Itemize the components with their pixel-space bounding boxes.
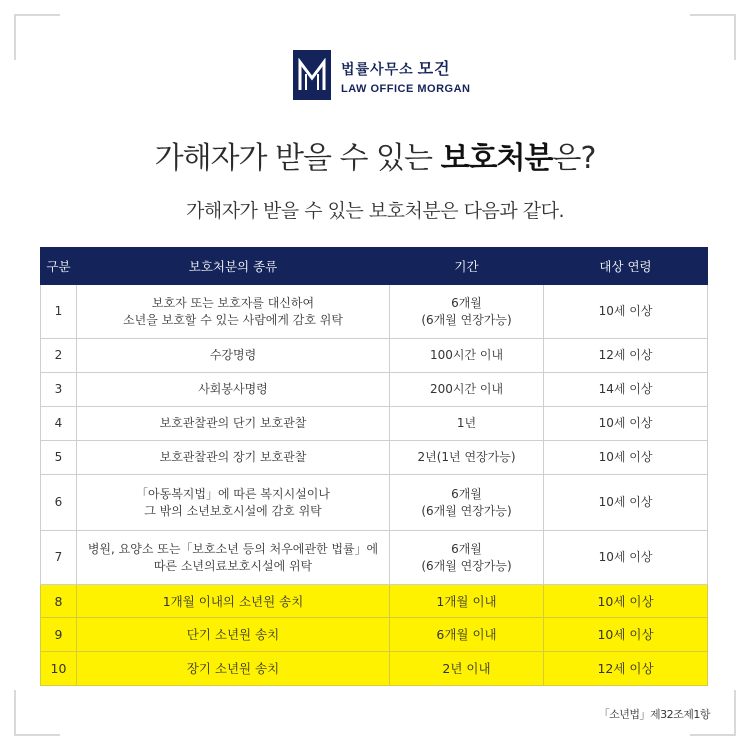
frame-corner-top-left — [14, 14, 60, 60]
row-number: 3 — [41, 373, 77, 407]
law-office-logo — [293, 50, 471, 100]
row-number: 7 — [41, 531, 77, 585]
row-period: 6개월 (6개월 연장가능) — [390, 285, 544, 339]
row-period: 2년(1년 연장가능) — [390, 441, 544, 475]
table-row-highlighted — [41, 652, 708, 686]
row-number: 6 — [41, 475, 77, 531]
row-period: 1년 — [390, 407, 544, 441]
legal-reference-footnote: 「소년법」제32조제1항 — [598, 708, 710, 721]
row-age: 12세 이상 — [544, 339, 708, 373]
row-age: 10세 이상 — [544, 407, 708, 441]
table-row — [41, 475, 708, 531]
row-type: 병원, 요양소 또는「보호소년 등의 처우에관한 법률」에 따른 소년의료보호시설에 위탁 — [77, 531, 390, 585]
row-age: 10세 이상 — [544, 285, 708, 339]
row-number: 1 — [41, 285, 77, 339]
table-row — [41, 441, 708, 475]
row-number: 10 — [41, 652, 77, 686]
row-period: 6개월 (6개월 연장가능) — [390, 475, 544, 531]
table-header-row — [41, 248, 708, 285]
row-type: 단기 소년원 송치 — [77, 618, 390, 652]
protective-disposition-table — [40, 247, 708, 686]
row-type: 보호관찰관의 장기 보호관찰 — [77, 441, 390, 475]
row-type: 사회봉사명령 — [77, 373, 390, 407]
header-category: 구분 — [41, 248, 77, 285]
logo-m-icon — [293, 50, 331, 100]
row-number: 8 — [41, 585, 77, 618]
table-row — [41, 531, 708, 585]
table-row — [41, 339, 708, 373]
row-age: 10세 이상 — [544, 441, 708, 475]
row-period: 2년 이내 — [390, 652, 544, 686]
row-age: 12세 이상 — [544, 652, 708, 686]
table-row — [41, 373, 708, 407]
frame-corner-top-right — [690, 14, 736, 60]
table-row — [41, 285, 708, 339]
frame-corner-bottom-left — [14, 690, 60, 736]
page-subtitle: 가해자가 받을 수 있는 보호처분은 다음과 같다. — [185, 200, 564, 222]
table-row — [41, 407, 708, 441]
page-title: 가해자가 받을 수 있는 보호처분은? — [154, 141, 596, 176]
row-type: 장기 소년원 송치 — [77, 652, 390, 686]
row-age: 10세 이상 — [544, 618, 708, 652]
row-period: 1개월 이내 — [390, 585, 544, 618]
row-number: 5 — [41, 441, 77, 475]
row-age: 10세 이상 — [544, 475, 708, 531]
logo-name-kr: 법률사무소 모건 — [341, 58, 451, 78]
row-type: 「아동복지법」에 따른 복지시설이나 그 밖의 소년보호시설에 감호 위탁 — [77, 475, 390, 531]
header-target-age: 대상 연령 — [544, 248, 708, 285]
header-period: 기간 — [390, 248, 544, 285]
row-type: 보호자 또는 보호자를 대신하여 소년을 보호할 수 있는 사람에게 감호 위탁 — [77, 285, 390, 339]
row-type: 1개월 이내의 소년원 송치 — [77, 585, 390, 618]
row-period: 6개월 (6개월 연장가능) — [390, 531, 544, 585]
row-number: 4 — [41, 407, 77, 441]
row-age: 10세 이상 — [544, 531, 708, 585]
row-age: 10세 이상 — [544, 585, 708, 618]
row-number: 9 — [41, 618, 77, 652]
row-number: 2 — [41, 339, 77, 373]
row-age: 14세 이상 — [544, 373, 708, 407]
row-type: 수강명령 — [77, 339, 390, 373]
logo-name-en: LAW OFFICE MORGAN — [341, 82, 471, 95]
row-period: 200시간 이내 — [390, 373, 544, 407]
table-row-highlighted — [41, 585, 708, 618]
row-period: 100시간 이내 — [390, 339, 544, 373]
header-disposition-type: 보호처분의 종류 — [77, 248, 390, 285]
row-period: 6개월 이내 — [390, 618, 544, 652]
table-row-highlighted — [41, 618, 708, 652]
row-type: 보호관찰관의 단기 보호관찰 — [77, 407, 390, 441]
